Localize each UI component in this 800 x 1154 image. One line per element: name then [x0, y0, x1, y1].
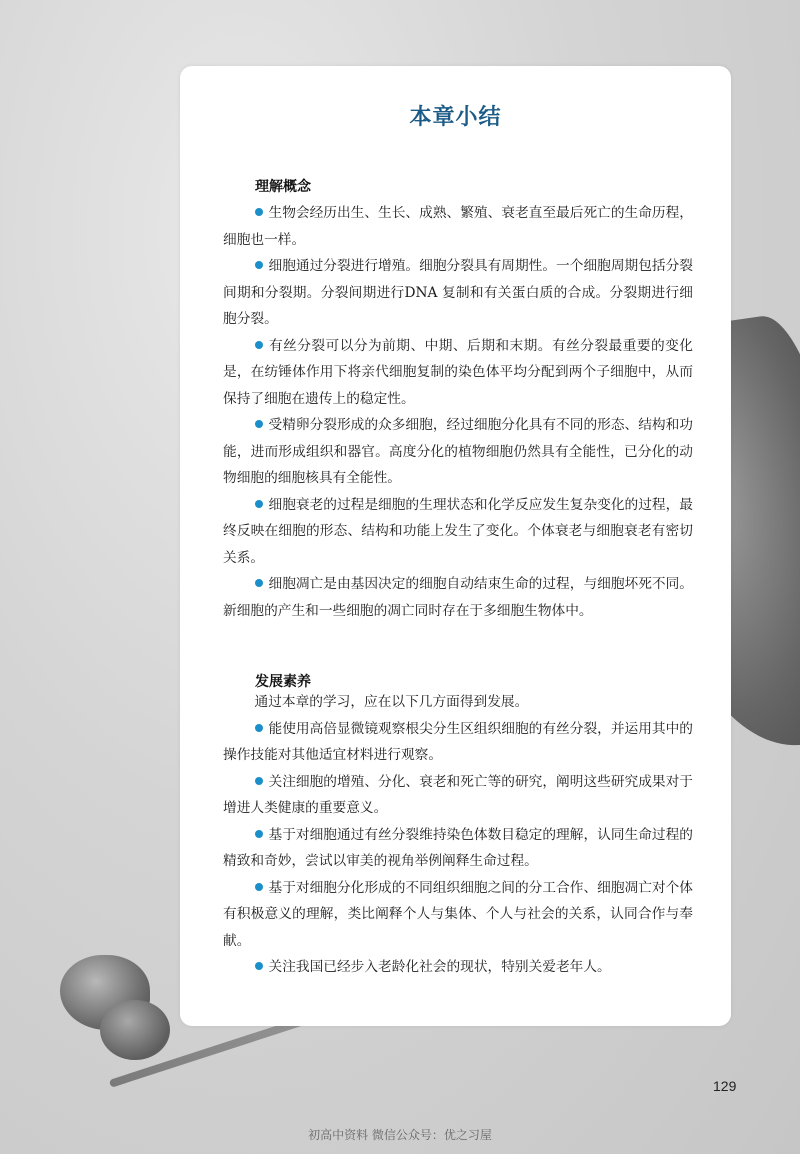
- bullet-icon: [255, 341, 263, 349]
- section-heading-literacy: 发展素养: [255, 674, 311, 690]
- list-item: 关注我国已经步入老龄化社会的现状，特别关爱老年人。: [223, 954, 693, 981]
- bullet-icon: [255, 830, 263, 838]
- bullet-icon: [255, 261, 263, 269]
- list-item: 细胞通过分裂进行增殖。细胞分裂具有周期性。一个细胞周期包括分裂间期和分裂期。分裂间期进行DNA 复制和有关蛋白质的合成。分裂期进行细胞分裂。: [223, 258, 693, 327]
- page-number: 129: [713, 1078, 737, 1094]
- bullet-icon: [255, 208, 263, 216]
- list-item: 生物会经历出生、生长、成熟、繁殖、衰老直至最后死亡的生命历程，细胞也一样。: [223, 205, 693, 248]
- section-heading-concepts: 理解概念: [255, 179, 311, 195]
- concepts-list: [223, 200, 693, 624]
- bullet-icon: [255, 500, 263, 508]
- list-item: 能使用高倍显微镜观察根尖分生区组织细胞的有丝分裂，并运用其中的操作技能对其他适宜材料进行观察。: [223, 720, 693, 763]
- list-item: 关注细胞的增殖、分化、衰老和死亡等的研究，阐明这些研究成果对于增进人类健康的重要意义。: [223, 773, 693, 816]
- list-item: 基于对细胞通过有丝分裂维持染色体数目稳定的理解，认同生命过程的精致和奇妙，尝试以审美的视角举例阐释生命过程。: [223, 826, 693, 869]
- bullet-icon: [255, 777, 263, 785]
- list-item: 受精卵分裂形成的众多细胞，经过细胞分化具有不同的形态、结构和功能，进而形成组织和器官。高度分化的植物细胞仍然具有全能性，已分化的动物细胞的细胞核具有全能性。: [223, 417, 693, 486]
- watermark-text: 初高中资料 微信公众号：优之习屋: [308, 1128, 492, 1142]
- bullet-icon: [255, 579, 263, 587]
- summary-card: [180, 66, 731, 1026]
- bullet-icon: [255, 724, 263, 732]
- list-item: 有丝分裂可以分为前期、中期、后期和末期。有丝分裂最重要的变化是，在纺锤体作用下将亲代细胞复制的染色体平均分配到两个子细胞中，从而保持了细胞在遗传上的稳定性。: [223, 337, 693, 407]
- bullet-icon: [255, 420, 263, 428]
- literacy-list: [223, 689, 693, 981]
- bud-image-secondary: [100, 1000, 170, 1060]
- page-title: 本章小结: [409, 105, 502, 130]
- list-item: 细胞衰老的过程是细胞的生理状态和化学反应发生复杂变化的过程，最终反映在细胞的形态、结构和功能上发生了变化。个体衰老与细胞衰老有密切关系。: [223, 496, 693, 566]
- section-intro: 通过本章的学习，应在以下几方面得到发展。: [254, 694, 529, 710]
- bullet-icon: [255, 962, 263, 970]
- list-item: 基于对细胞分化形成的不同组织细胞之间的分工合作、细胞凋亡对个体有积极意义的理解，类比阐释个人与集体、个人与社会的关系，认同合作与奉献。: [223, 879, 693, 949]
- list-item: 细胞凋亡是由基因决定的细胞自动结束生命的过程，与细胞坏死不同。新细胞的产生和一些细胞的凋亡同时存在于多细胞生物体中。: [223, 576, 693, 619]
- bullet-icon: [255, 883, 263, 891]
